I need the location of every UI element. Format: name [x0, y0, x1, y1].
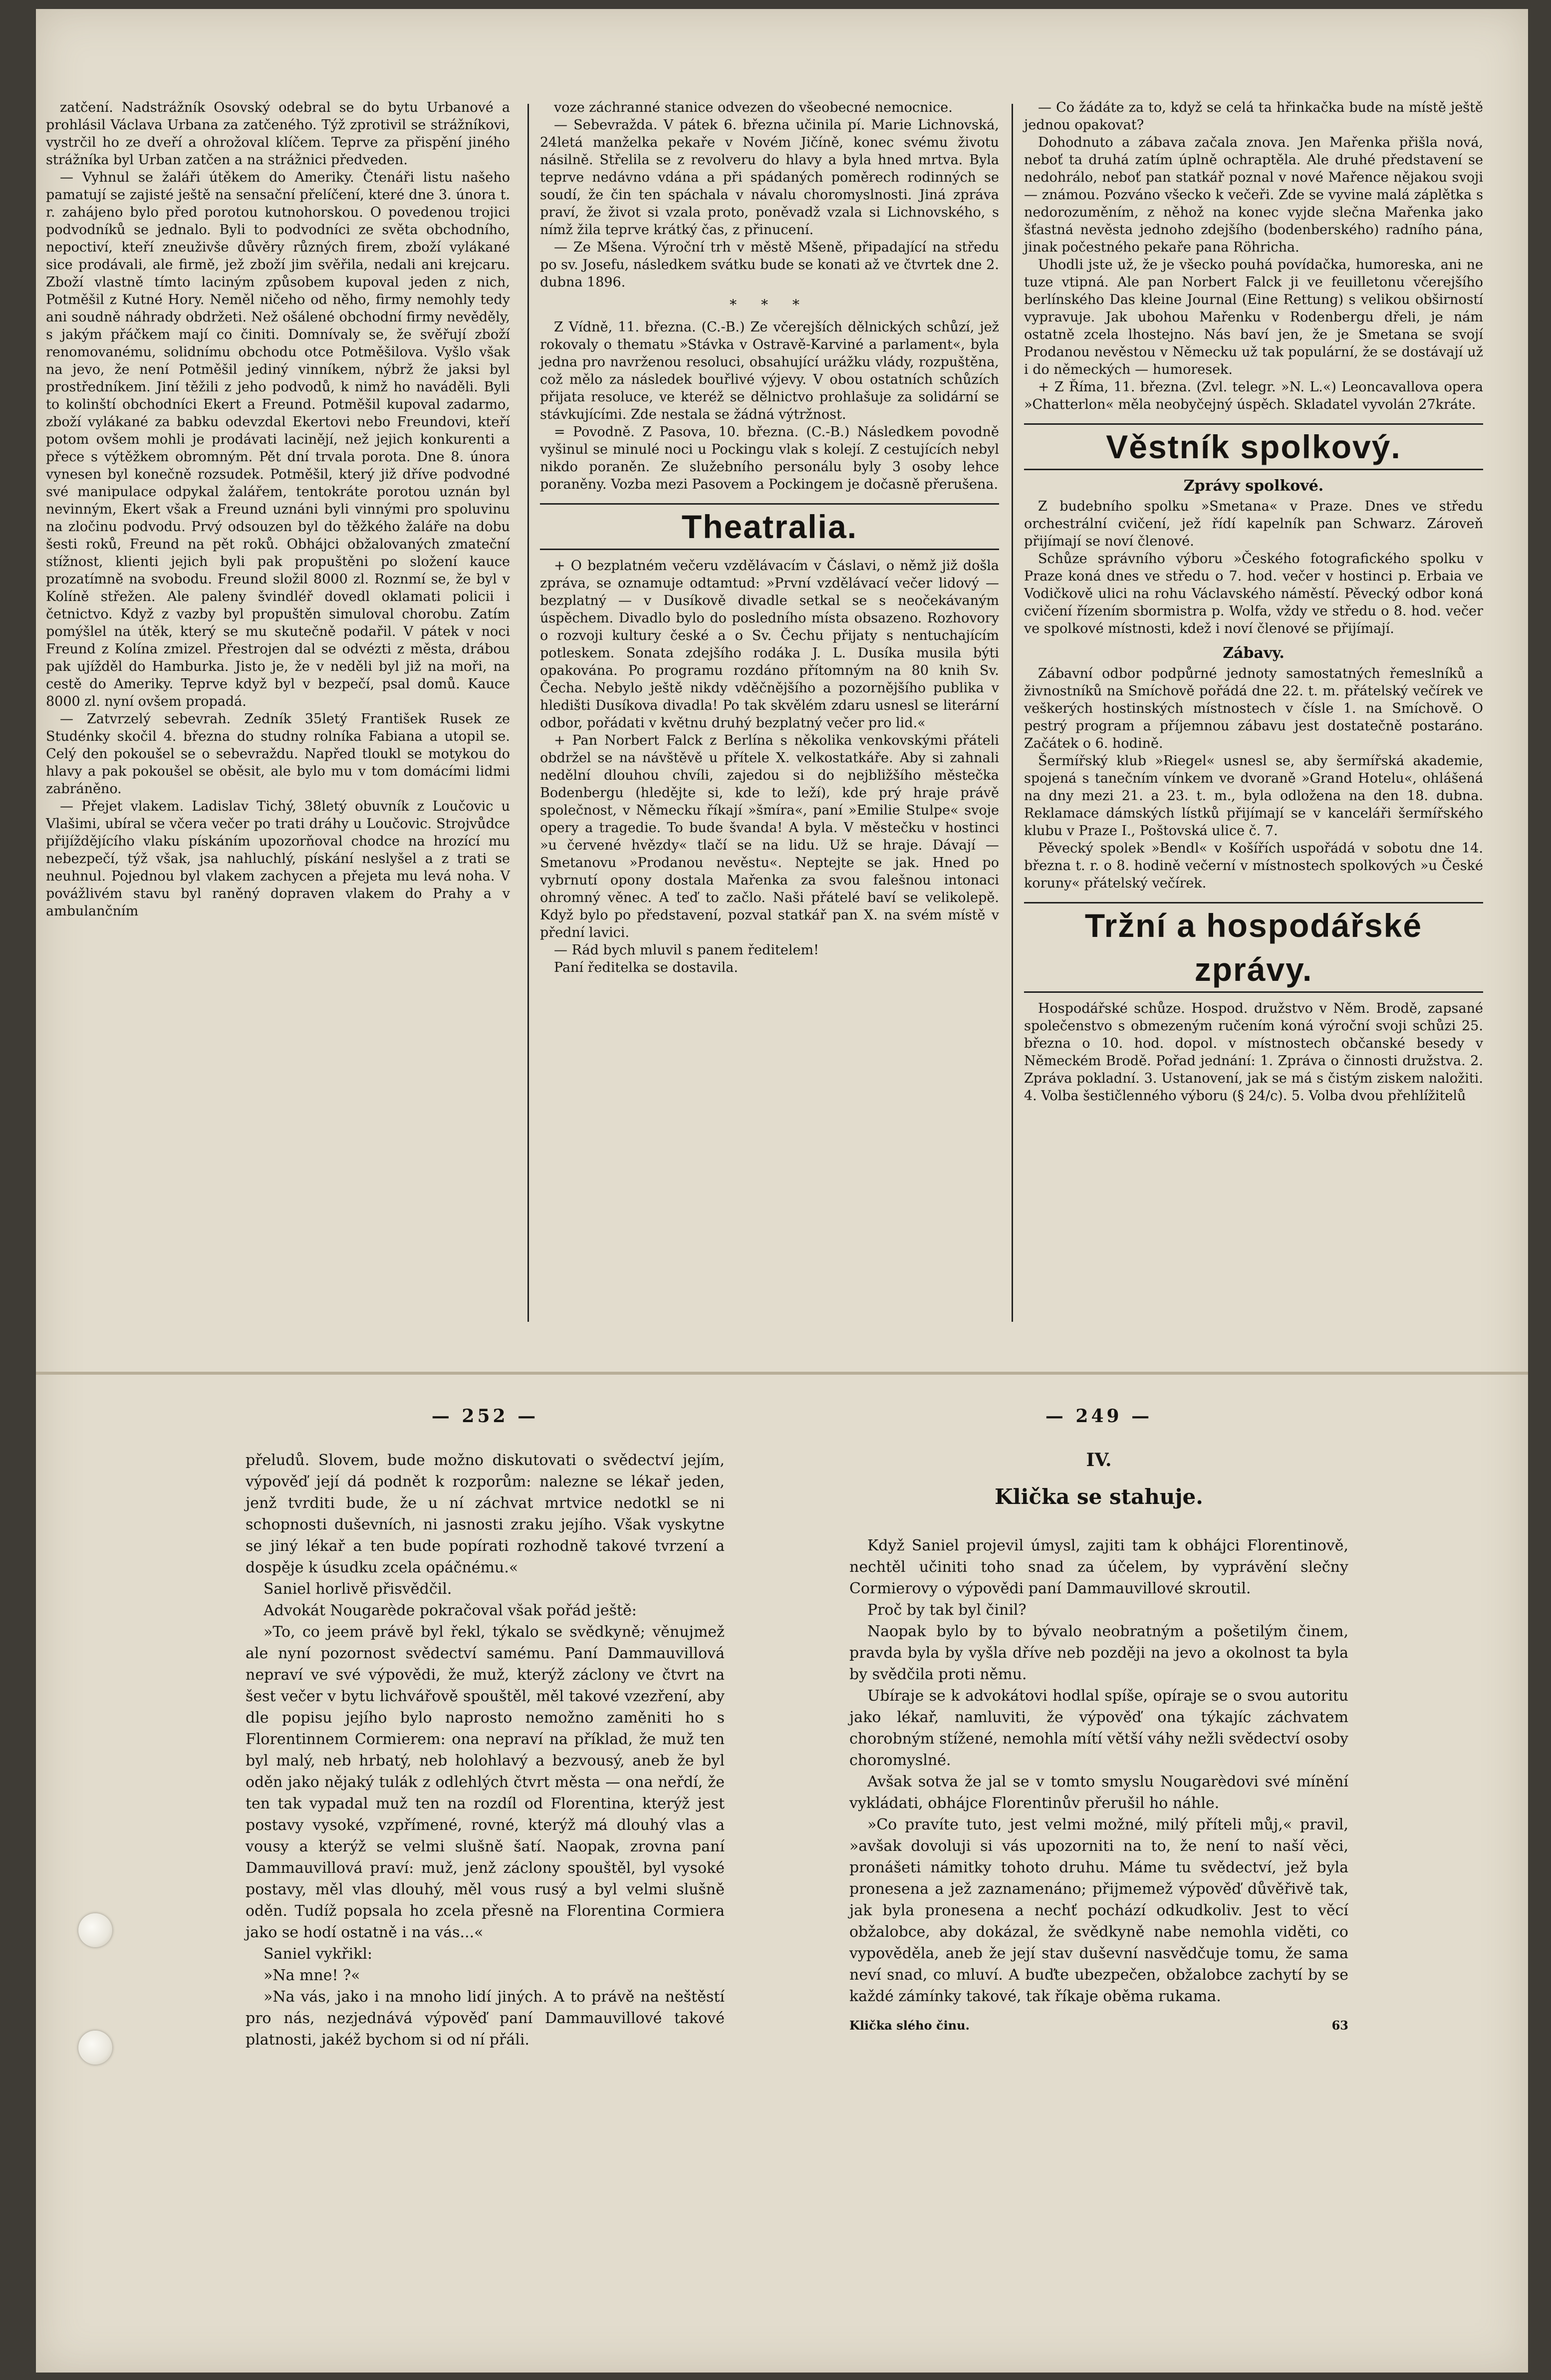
section-title-theatralia: Theatralia.	[540, 503, 999, 550]
article-paragraph: Zábavní odbor podpůrné jednoty samostatných řemeslníků a živnostníků na Smíchově pořádá dne 22. t. m. přátelský večírek ve veškerých hostinských místnostech v čísle 1. na Smíchově. O pestrý program a příjemnou zábavu jest dostatečně postaráno. Začátek o 6. hodině.	[1024, 666, 1483, 751]
article-paragraph: Paní ředitelka se dostavila.	[554, 960, 738, 975]
book-paragraph: Saniel vykřikl:	[263, 1945, 373, 1963]
newspaper-column-2	[540, 99, 999, 976]
article-paragraph: — Ze Mšena. Výroční trh v městě Mšeně, připadající na středu po sv. Josefu, následkem svátku bude se konati až ve čtvrtek dne 2. dubna 1896.	[540, 240, 999, 290]
book-paragraph: Naopak bylo by to bývalo neobratným a pošetilým činem, pravda byla by vyšla dříve neb později na jevo a okolnost ta byla by svědčila proti němu.	[849, 1623, 1348, 1683]
book-paragraph: Proč by tak byl činil?	[867, 1601, 1027, 1619]
chapter-title: Klička se stahuje.	[995, 1485, 1203, 1509]
book-page-left	[246, 1387, 725, 2373]
footer-signature-number: 63	[1331, 2018, 1348, 2033]
column-rule	[1012, 104, 1013, 1322]
article-paragraph: Šermířský klub »Riegel« usnesl se, aby šermířská akademie, spojená s tanečním vínkem ve dvoraně »Grand Hotelu«, ohlášená na dny mezi 21. a 23. t. m., byla odložena na den 18. dubna. Reklamace dámských lístků přijímají se v kanceláři šermířského klubu v Praze I., Poštovská ulice č. 7.	[1024, 753, 1483, 839]
article-paragraph: — Rád bych mluvil s panem ředitelem!	[554, 942, 819, 958]
article-paragraph: — Co žádáte za to, když se celá ta hřinkačka bude na místě ještě jednou opakovat?	[1024, 100, 1483, 133]
article-paragraph: — Zatvrzelý sebevrah. Zedník 35letý František Rusek ze Studénky skočil 4. března do studny rolníka Fabiana a utopil se. Celý den pokoušel se o sebevraždu. Napřed tloukl se motykou do hlavy a pak pokoušel se oběsit, ale bylo mu v tom domácími lidmi zabráněno.	[46, 711, 510, 797]
footer-signature-label: Klička slého činu.	[849, 2018, 970, 2033]
book-paragraph: »Na vás, jako i na mnoho lidí jiných. A to právě na neštěstí pro nás, nezjednává výpověď paní Dammauvillové takové platnosti, jakéž bychom si od ní přáli.	[246, 1988, 725, 2049]
subsection-heading: Zábavy.	[1223, 644, 1285, 662]
book-page-right	[849, 1387, 1348, 2373]
book-paragraph: »Co pravíte tuto, jest velmi možné, milý příteli můj,« pravil, »avšak dovoluji si vás upozorniti na to, že není to naší věci, pronášeti námitky tohoto druhu. Máme tu svědectví, jež byla pronesena a jež zaznamenáno; přijmemež výpověď důvěřivě tak, jak byla pronesena a nechť pochází odkudkoliv. Jest to věcí obžalobce, aby dokázal, že svědkyně nabe nemohla viděti, co vypověděla, aneb že její stav duševní nasvědčuje tomu, že sama neví snad, co mluví. A buďte ubezpečen, obžalobce zachytí by se každé zámínky takové, tak říkaje oběma rukama.	[849, 1816, 1348, 2005]
page-body	[246, 1450, 725, 2051]
article-paragraph: voze záchranné stanice odvezen do všeobecné nemocnice.	[554, 100, 953, 115]
punch-hole	[78, 1913, 112, 1947]
article-paragraph: Z budebního spolku »Smetana« v Praze. Dnes ve středu orchestrální cvičení, jež řídí kapelník pan Schwarz. Zároveň přijímají se noví členové.	[1024, 499, 1483, 549]
subsection-heading: Zprávy spolkové.	[1183, 477, 1324, 495]
scanned-sheet	[36, 9, 1528, 2373]
book-paragraph: »To, co jeem právě byl řekl, týkalo se svědkyně; věnujmež ale nyní pozornost svědectví samému. Paní Dammauvillová nepraví ve své výpovědi, že muž, kterýž záclony ve čtvrt na šest večer v bytu lichvářově spouštěl, měl takové vzezření, aby dle popisu jejího bylo naprosto nemožno zaměniti ho s Florentinnem Cormierem: ona nepraví na příklad, že muž ten byl malý, neb hrbatý, neb holohlavý a bezvousý, aneb že byl oděn jako nějaký tulák z odlehlých čtvrt města — ona neřdí, že ten tak vypadal muž ten na rozdíl od Florentina, kterýž jest postavy vysoké, vzpřímené, rovné, kterýž má dlouhý vlas a vousy a kterýž se velmi slušně šatí. Naopak, zrovna paní Dammauvillová praví: muž, jenž záclony spouštěl, byl vysoké postavy, měl vlas dlouhý, měl vous rusý a byl velmi slušně oděn. Tudíž popsala ho zcela přesně na Florentina Cormiera jako se hodí ostatně i na vás...«	[246, 1623, 725, 1941]
article-paragraph: — Sebevražda. V pátek 6. března učinila pí. Marie Lichnovská, 24letá manželka pekaře v Novém Jičíně, konec svému životu násilně. Střelila se z revolveru do hlavy a byla hned mrtva. Byla teprve nedávno vdána a při spádaných poměrech rodinných se soudí, že čin ten spáchala v návalu choromyslnosti. Jiná zpráva praví, že život si vzala proto, poněvadž vzala si Lichnovského, s nímž žila teprve krátký čas, z přinucení.	[540, 117, 999, 238]
chapter-number: IV.	[1086, 1450, 1112, 1471]
book-paragraph: Saniel horlivě přisvědčil.	[263, 1580, 452, 1598]
article-paragraph: + Pan Norbert Falck z Berlína s několika venkovskými přáteli obdržel se na návštěvě u přítele X. velkostatkáře. Aby si zahnali nedělní dlouhou chvíli, zajedou si do nejbližšího městečka Bodenbergu (hledějte si, kde to leží), kde prý hraje právě společnost, v Německu říkají »šmíra«, paní »Emilie Stulpe« svoje opery a tragedie. To bude švanda! A byla. V městečku v hostinci »u červené hvězdy« tlačí se na lidu. Už se hraje. Dávají — Smetanovu »Prodanou nevěstu«. Neptejte se jak. Hned po vybrnutí opony dostala Mařenka za svou falešnou intonaci ohromný věnec. A teď to začlo. Naši přátelé baví se velikolepě. Když bylo po představení, pozval statkář pan X. na svém místě v přední lavici.	[540, 733, 999, 940]
page-footer	[849, 2018, 1348, 2033]
section-title-trzni: Tržní a hospodářské zprávy.	[1024, 902, 1483, 993]
newspaper-column-1	[46, 99, 510, 920]
book-paragraph: »Na mne! ?«	[263, 1967, 360, 1984]
section-separator: * * *	[730, 297, 809, 313]
article-paragraph: = Povodně. Z Pasova, 10. března. (C.-B.) Následkem povodně vyšinul se minulé noci u Pockingu vlak s kolejí. Z cestujících nebyl nikdo poraněn. Ze služebního personálu byly 3 osoby lehce poraněny. Vozba mezi Pasovem a Pockingem je dočasně přerušena.	[540, 424, 999, 492]
article-paragraph: — Přejet vlakem. Ladislav Tichý, 38letý obuvník z Loučovic u Vlašimi, ubíral se včera večer po trati dráhy u Loučovic. Strojvůdce přijíždějícího vlaku pískáním upozorňoval chodce na hrozící mu nebezpečí, týž však, jsa nahluchlý, pískání neslyšel a z trati se neuhnul. Pojednou byl vlakem zachycen a přejeta mu levá noha. V povážlivém stavu byl raněný dopraven vlakem do Prahy a v ambulančním	[46, 799, 510, 919]
book-paragraph: Avšak sotva že jal se v tomto smyslu Nougarèdovi své mínění vykládati, obhájce Florentinův přerušil ho náhle.	[849, 1773, 1348, 1812]
book-spread	[36, 1387, 1528, 2373]
article-paragraph: Schůze správního výboru »Českého fotografického spolku v Praze koná dnes ve středu o 7. hod. večer v hostinci p. Erbaia ve Vodičkově ulici na rohu Václavského náměstí. Pěvecký odbor koná cvičení řízením sbormistra p. Wolfa, vždy ve středu o 8. hod. večer ve spolkové místnosti, kdež i noví členové se přijímají.	[1024, 551, 1483, 636]
punch-hole	[78, 2031, 112, 2065]
article-paragraph: Pěvecký spolek »Bendl« v Košířích uspořádá v sobotu dne 14. března t. r. o 8. hodině večerní v místnostech spolkových »u České koruny« přátelský večírek.	[1024, 841, 1483, 891]
article-paragraph: Uhodli jste už, že je všecko pouhá povídačka, humoreska, ani ne tuze vtipná. Ale pan Norbert Falck ji ve feuilletonu včerejšího berlínského Das kleine Journal (Eine Rettung) s velikou obširností vypravuje. Jak ubohou Mařenku v Rodenbergu dřeli, je nám ostatně zcela lhostejno. Nás baví jen, že je Smetana se svojí Prodanou nevěstou v Německu už tak populární, že se dostávají už i do německých — humoresek.	[1024, 257, 1483, 377]
article-paragraph: + O bezplatném večeru vzdělávacím v Čáslavi, o němž již došla zpráva, se oznamuje odtamtud: »První vzdělávací večer lidový — bezplatný — v Dusíkově divadle setkal se s neočekávaným úspěchem. Divadlo bylo do posledního místa obsazeno. Rozhovory o rozvoji kultury české a o Sv. Čechu přijaty s nentuchajícím potleskem. Sonata zdejšího rodáka J. L. Dusíka musila býti opakována. Po programu rozdáno přítomným na 80 knih Sv. Čecha. Nebylo ještě nikdy vděčnějšího a pozornějšího publika v hledišti Dusíkova divadla! Po tak skvělém zdaru usnesl se literární odbor, pořádati v květnu druhý bezplatný večer pro lid.«	[540, 558, 999, 731]
column-rule	[527, 104, 529, 1322]
newspaper-spread	[36, 9, 1528, 1367]
article-paragraph: Z Vídně, 11. března. (C.-B.) Ze včerejších dělnických schůzí, jež rokovaly o thematu »Stávka v Ostravě-Karviné a parlament«, byla jedna pro navrženou resoluci, obsahující urážku vlády, rozpuštěna, což mělo za následek bouřlivé výjevy. V obou ostatních schůzích přijata resoluce, ve kteréž se dělnictvo prohlašuje za solidární se stávkujícími. Zde nestala se žádná výtržnost.	[540, 319, 999, 422]
book-paragraph: přeludů. Slovem, bude možno diskutovati o svědectví jejím, výpověď její dá podnět k rozporům: nalezne se lékař jeden, jenž tvrditi bude, že u ní záchvat mrtvice nedotkl se ni schopnosti duševních, ni jasnosti zraku jejího. Však vyskytne se jiný lékař a ten bude popírati rozhodně takové tvrzení a dospěje k úsudku zcela opáčnému.«	[246, 1452, 725, 1576]
page-body	[849, 1535, 1348, 2007]
newspaper-column-3	[1024, 99, 1483, 1105]
page-fold	[36, 1372, 1528, 1375]
book-paragraph: Ubírajе se k advokátovi hodlal spíše, opíraje se o svou autoritu jako lékař, namluviti, že výpověď ona týkajíc záchvatem chorobným stížené, nemohla mítí větší váhy nežli svědectví osoby choromyslné.	[849, 1687, 1348, 1769]
article-paragraph: zatčení. Nadstrážník Osovský odebral se do bytu Urbanové a prohlásil Václava Urbana za zatčeného. Týž zprotivil se strážníkovi, vystrčil ho ze dveří a ohrožoval klíčem. Teprve za přispění jiného strážníka byl Urban zatčen a na strážnici předveden.	[46, 100, 510, 168]
article-paragraph: Dohodnuto a zábava začala znova. Jen Mařenka přišla nová, neboť ta druhá zatím úplně ochraptěla. Ale druhé představení se nedohrálo, neboť pan statkář poznal v nové Mařence nějakou svoji — známou. Pozváno všecko k večeři. Zde se vyvine malá záplětka s nedorozuměním, z něhož na konec vyjde slečna Mařenka jako šťastná nevěsta jednoho zdejšího (bodenberského) radního pána, jinak počestného pekaře pana Röhricha.	[1024, 135, 1483, 255]
page-number: — 249 —	[1045, 1406, 1153, 1427]
article-paragraph: + Z Říma, 11. března. (Zvl. telegr. »N. L.«) Leoncavallova opera »Chatterlon« měla neobyčejný úspěch. Skladatel vyvolán 27kráte.	[1024, 379, 1483, 412]
page-number: — 252 —	[431, 1406, 539, 1427]
article-paragraph: — Vyhnul se žaláři útěkem do Ameriky. Čtenáři listu našeho pamatují se zajisté ještě na sensační přelíčení, které dne 3. února t. r. zahájeno bylo před porotou kutnohorskou. O povedenou trojici podvodníků se jednalo. Byli to podvodníci ze světa obchodního, nepoctiví, kteří zneuživše důvěry různých firem, zboží vylákané sice prodávali, ale firmě, jež zboží jim svěřila, nedali ani krejcaru. Zboží vlastně tímto laciným způsobem kupoval jeden z nich, Potměšil z Kutné Hory. Neměl ničeho od něho, firmy nemohly tedy ani soudně náhrady obdržeti. Než ošálené obchodní firmy nevěděly, s jakým přáčkem mají co činiti. Domnívaly se, že svěřují zboží renomovanému, solidnímu obchodu otce Potměšilova. Vyšlo však na jevo, že není Potměšil jediný vinníkem, nýbrž že jaksi byl prostředníkem. Jiní těžili z jeho podvodů, k nimž ho naváděli. Byli to kolinští obchodníci Ekert a Freund. Potměšil kupoval zadarmo, zboží vylákané za babku odevzdal Ekertovi nebo Freundovi, kteří potom ovšem mohli je prodávati lacinějí, než jejich konkurenti a přece s výtěžkem obromným. Pět dní trvala porota. Dne 8. února vynesen byl konečně rozsudek. Potměšil, který již dříve podvodné své manipulace odpykal žalářem, tentokráte porotou uznán byl nevinným, Ekert však a Freund uznáni byli vinnými pro spoluvinu na zločinu podvodu. Prvý odsouzen byl do těžkého žaláře na dobu šesti roků, Freund na pět roků. Obhájci obžalovaných zmateční stížnost, klienti jejich byli pak propuštěni po složení kauce prozatímně na svobodu. Freund složil 8000 zl. Roznmí se, že byl v Kolíně střežen. Ale paleny švindléř dovedl oklamati policii i četnictvo. Když z vazby byl propuštěn simuloval chorobu. Zatím pomýšlel na útěk, který se mu skutečně podařil. V pátek v noci Freund z Kolína zmizel. Přestrojen dal se odvézti z města, drábou pak ujížděl do Hamburka. Jisto je, že v neděli byl již na moři, na cestě do Ameriky. Teprve když byl v bezpečí, psal domů. Kauce 8000 zl. nyní ovšem propadá.	[46, 170, 510, 709]
article-paragraph: Hospodářské schůze. Hospod. družstvo v Něm. Brodě, zapsané společenstvo s obmezeným ručením koná výroční svoji schůzi 25. března o 10. hod. dopol. v místnostech občanské besedy v Německém Brodě. Pořad jednání: 1. Zpráva o činnosti družstva. 2. Zpráva pokladní. 3. Ustanovení, jak se má s čistým ziskem naložiti. 4. Volba šestičlenného výboru (§ 24/c). 5. Volba dvou přehlížitelů	[1024, 1001, 1483, 1104]
book-paragraph: Advokát Nougarède pokračoval však pořád ještě:	[263, 1602, 637, 1619]
section-title-vestnik: Věstník spolkový.	[1024, 423, 1483, 470]
book-paragraph: Když Saniel projevil úmysl, zajiti tam k obhájci Florentinově, nechtěl učiniti toho snad za účelem, by vyprávění slečny Cormierovy o výpovědi paní Dammauvillové skroutil.	[849, 1537, 1348, 1597]
